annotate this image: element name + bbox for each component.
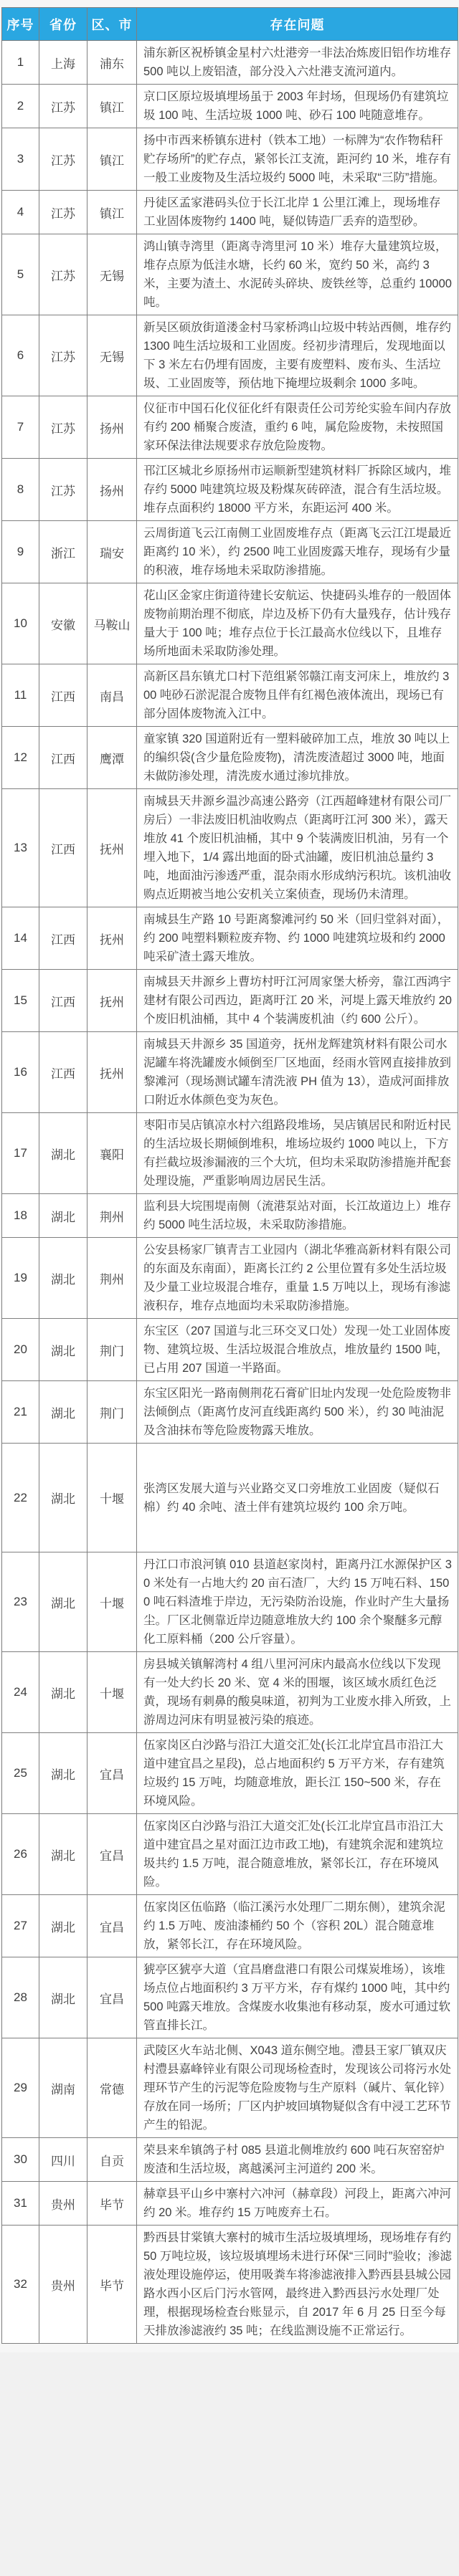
cell-city: 宜昌 (87, 1733, 137, 1814)
cell-city: 荆门 (87, 1319, 137, 1381)
cell-city: 毕节 (87, 2226, 137, 2344)
table-row (2, 1733, 458, 1814)
issues-table (1, 7, 458, 2344)
cell-no: 7 (2, 396, 39, 459)
table-row (2, 234, 458, 315)
cell-province: 上海 (39, 41, 87, 85)
cell-problem: 新吴区硕放街道溇金村马家桥鸿山垃圾中转站西侧，堆存约 1300 吨生活垃圾和工业固废。经初步清理后，发现地面以下 3 米左右仍埋有固废，主要有废塑料、废布头、生活垃圾、工业固废等，预估地下掩埋垃圾剩余 1000 多吨。 (137, 315, 458, 396)
cell-no: 21 (2, 1381, 39, 1444)
cell-problem: 浦东新区祝桥镇金星村六灶港旁一非法冶炼废旧铝作坊堆存 500 吨以上废铝渣，部分没入六灶港支流河道内。 (137, 41, 458, 85)
table-row (2, 396, 458, 459)
cell-no: 26 (2, 1814, 39, 1895)
cell-problem: 童家镇 320 国道附近有一塑料破碎加工点，堆放 30 吨以上的编织袋(含少量危险废物)，清洗废渣超过 3000 吨，地面未做防渗处理，清洗废水通过渗坑排放。 (137, 727, 458, 789)
table-row (2, 1319, 458, 1381)
col-header-no: 序号 (2, 8, 39, 41)
table-row (2, 1194, 458, 1238)
cell-province: 湖北 (39, 1552, 87, 1652)
cell-province: 江苏 (39, 459, 87, 521)
cell-city: 常德 (87, 2038, 137, 2138)
cell-province: 江苏 (39, 396, 87, 459)
cell-province: 江苏 (39, 128, 87, 191)
cell-city: 毕节 (87, 2182, 137, 2226)
cell-province: 江苏 (39, 315, 87, 396)
cell-problem: 房县城关镇解湾村 4 组八里河河床内最高水位线以下发现有一处大约长 20 米、宽 4 米的围堰，该区域水质红色泛黄，现场有刺鼻的酸臭味道，初判为工业废水排入所致，上游周边河床有明显被污染的痕迹。 (137, 1652, 458, 1733)
cell-problem: 猇亭区猇亭大道（宜昌磨盘港口有限公司煤炭堆场），该堆场点位占地面积约 3 万平方米，存有煤约 1000 吨，其中约 500 吨露天堆放。含煤废水收集池有移动泵，废水可通过软管直排长江。 (137, 1957, 458, 2038)
cell-problem: 伍家岗区伍临路（临江溪污水处理厂二期东侧），建筑余泥约 1.5 万吨、废油漆桶约 50 个（容积 20L）混合随意堆放，紧邻长江，存在环境风险。 (137, 1895, 458, 1957)
cell-no: 22 (2, 1444, 39, 1552)
cell-no: 29 (2, 2038, 39, 2138)
cell-no: 8 (2, 459, 39, 521)
cell-city: 瑞安 (87, 521, 137, 583)
cell-province: 江西 (39, 789, 87, 907)
cell-no: 13 (2, 789, 39, 907)
table-row (2, 1814, 458, 1895)
cell-city: 扬州 (87, 459, 137, 521)
cell-city: 宜昌 (87, 1957, 137, 2038)
cell-problem: 南城县天井源乡 35 国道旁，抚州龙辉建筑材料有限公司水泥罐车将洗罐废水倾倒至厂区地面，经雨水管网直接排放到黎滩河（现场测试罐车清洗液 PH 值为 13），造成河面排放口附近水体颜色变为灰色。 (137, 1032, 458, 1113)
cell-city: 襄阳 (87, 1113, 137, 1194)
cell-no: 31 (2, 2182, 39, 2226)
cell-problem: 南城县天井源乡温沙高速公路旁（江西超峰建材有限公司厂房后）一非法废旧机油收购点（距离旴江河 300 米），露天堆放 41 个废旧机油桶，其中 9 个装满废旧机油，另有一个埋入地下，1/4 露出地面的卧式油罐，废旧机油总量约 3 吨，地面油污渗透严重，混杂雨水形成纳污积坑。该机油收购点近期被当地公安机关立案侦查，现场仍未清理。 (137, 789, 458, 907)
cell-problem: 花山区金家庄街道待建长安航运、快捷码头堆存的一般固体废物前期治理不彻底，岸边及桥下仍有大量残存，估计残存量大于 100 吨；堆存点位于长江最高水位线以下，且堆存场所地面未采取防渗处理。 (137, 583, 458, 664)
cell-province: 四川 (39, 2138, 87, 2182)
table-row (2, 2226, 458, 2344)
cell-city: 十堰 (87, 1444, 137, 1552)
cell-problem: 鸿山镇寺湾里（距离寺湾里河 10 米）堆存大量建筑垃圾，堆存点原为低洼水塘，长约 60 米，宽约 50 米，高约 3 米，主要为渣土、水泥砖头碎块、废铁丝等，总重约 10000 吨。 (137, 234, 458, 315)
cell-province: 湖北 (39, 1957, 87, 2038)
cell-no: 11 (2, 664, 39, 727)
cell-city: 抚州 (87, 970, 137, 1032)
cell-province: 江西 (39, 1032, 87, 1113)
cell-city: 镇江 (87, 128, 137, 191)
cell-no: 32 (2, 2226, 39, 2344)
table-row (2, 907, 458, 970)
cell-city: 南昌 (87, 664, 137, 727)
cell-problem: 伍家岗区白沙路与沿江大道交汇处(长江北岸宜昌市沿江大道中建宜昌之星段)，总占地面积约 5 万平方米，存有建筑垃圾约 15 万吨，均随意堆放，距长江 150~500 米，存在环境风险。 (137, 1733, 458, 1814)
cell-province: 江西 (39, 664, 87, 727)
cell-problem: 高新区昌东镇尤口村下范组紧邻赣江南支河床上，堆放约 300 吨砂石淤泥混合废物且伴有红褐色液体流出，现场已有部分固体废物流入江中。 (137, 664, 458, 727)
cell-city: 荆门 (87, 1381, 137, 1444)
cell-problem: 张湾区发展大道与兴业路交叉口旁堆放工业固废（疑似石棉）约 40 余吨、渣土伴有建筑垃圾约 100 余万吨。 (137, 1444, 458, 1552)
table-row (2, 1652, 458, 1733)
cell-no: 19 (2, 1238, 39, 1319)
table-row (2, 1113, 458, 1194)
cell-city: 镇江 (87, 85, 137, 128)
table-row (2, 1032, 458, 1113)
table-row (2, 1381, 458, 1444)
cell-no: 4 (2, 191, 39, 234)
cell-no: 30 (2, 2138, 39, 2182)
cell-province: 安徽 (39, 583, 87, 664)
cell-problem: 云周街道飞云江南侧工业固废堆存点（距离飞云江江堤最近距离约 10 米），约 2500 吨工业固废露天堆存，现场有少量的积液，堆存场地未采取防渗措施。 (137, 521, 458, 583)
cell-province: 湖北 (39, 1895, 87, 1957)
cell-no: 18 (2, 1194, 39, 1238)
table-row (2, 41, 458, 85)
table-row (2, 789, 458, 907)
cell-no: 16 (2, 1032, 39, 1113)
table-row (2, 664, 458, 727)
cell-problem: 赫章县平山乡中寨村六冲河（赫章段）河段上，距离六冲河约 20 米。堆存约 15 万吨废弃土石。 (137, 2182, 458, 2226)
cell-province: 湖北 (39, 1814, 87, 1895)
table-row (2, 1552, 458, 1652)
cell-city: 镇江 (87, 191, 137, 234)
cell-province: 湖北 (39, 1113, 87, 1194)
table-body (2, 41, 458, 2344)
cell-problem: 监利县大垸围堤南侧（流港泵站对面，长江故道边上）堆存约 5000 吨生活垃圾，未采取防渗措施。 (137, 1194, 458, 1238)
cell-no: 14 (2, 907, 39, 970)
cell-no: 27 (2, 1895, 39, 1957)
cell-city: 宜昌 (87, 1895, 137, 1957)
table-row (2, 85, 458, 128)
cell-city: 十堰 (87, 1652, 137, 1733)
cell-problem: 南城县天井源乡上曹坊村旴江河周家堡大桥旁，靠江西鸿宇建材有限公司西边，距离旴江 20 米，河堤上露天堆放约 20 个废旧机油桶，其中 4 个装满废机油（约 600 公斤）。 (137, 970, 458, 1032)
table-row (2, 1444, 458, 1552)
cell-province: 湖北 (39, 1381, 87, 1444)
cell-no: 1 (2, 41, 39, 85)
cell-problem: 武陵区火车站北侧、X043 道东侧空地。澧县王家厂镇双庆村澧县嘉峰锌业有限公司现场检查时，发现该公司将污水处理环节产生的污泥等危险废物与生产原料（碱片、氧化锌）存放在同一场所；厂区内护坡回填物疑似含有中浸工艺环节产生的铅泥。 (137, 2038, 458, 2138)
cell-province: 湖北 (39, 1444, 87, 1552)
cell-problem: 南城县生产路 10 号距离黎滩河约 50 米（回归堂斜对面），约 200 吨塑料颗粒废弃物、约 1000 吨建筑垃圾和约 2000 吨采矿渣土露天堆放。 (137, 907, 458, 970)
cell-no: 5 (2, 234, 39, 315)
table-row (2, 970, 458, 1032)
cell-no: 6 (2, 315, 39, 396)
cell-province: 江苏 (39, 85, 87, 128)
table-row (2, 1957, 458, 2038)
cell-city: 扬州 (87, 396, 137, 459)
cell-no: 28 (2, 1957, 39, 2038)
col-header-problem: 存在问题 (137, 8, 458, 41)
cell-problem: 京口区原垃圾填埋场虽于 2003 年封场，但现场仍有建筑垃圾 100 吨、生活垃圾 1000 吨、砂石 100 吨随意堆存。 (137, 85, 458, 128)
cell-problem: 仪征市中国石化仪征化纤有限责任公司芳纶实验车间内存放有约 200 桶聚合废渣，重约 6 吨，属危险废物，未按照国家环保法律法规要求存放危险废物。 (137, 396, 458, 459)
table-row (2, 1238, 458, 1319)
cell-province: 湖北 (39, 1733, 87, 1814)
cell-problem: 东宝区（207 国道与北三环交叉口处）发现一处工业固体废物、建筑垃圾、生活垃圾混合堆放点，堆放量约 1500 吨，已占用 207 国道一半路面。 (137, 1319, 458, 1381)
cell-city: 十堰 (87, 1552, 137, 1652)
cell-no: 17 (2, 1113, 39, 1194)
cell-no: 20 (2, 1319, 39, 1381)
cell-no: 12 (2, 727, 39, 789)
cell-no: 23 (2, 1552, 39, 1652)
col-header-city: 区、市 (87, 8, 137, 41)
cell-no: 3 (2, 128, 39, 191)
cell-province: 江苏 (39, 191, 87, 234)
cell-city: 马鞍山 (87, 583, 137, 664)
table-row (2, 315, 458, 396)
cell-city: 浦东 (87, 41, 137, 85)
cell-province: 江苏 (39, 234, 87, 315)
cell-city: 荆州 (87, 1194, 137, 1238)
cell-province: 湖北 (39, 1319, 87, 1381)
cell-province: 江西 (39, 727, 87, 789)
table-row (2, 2038, 458, 2138)
cell-province: 湖南 (39, 2038, 87, 2138)
cell-problem: 邗江区城北乡原扬州市运顺新型建筑材料厂拆除区域内，堆存约 5000 吨建筑垃圾及粉煤灰砖碎渣，混合有生活垃圾。堆存点面积约 18000 平方米，东距运河 400 米。 (137, 459, 458, 521)
table-row (2, 2138, 458, 2182)
col-header-province: 省份 (39, 8, 87, 41)
cell-no: 2 (2, 85, 39, 128)
cell-problem: 枣阳市吴店镇凉水村六组路段堆场，吴店镇居民和附近村民的生活垃圾长期倾倒堆积，堆场垃圾约 1000 吨以上，下方有拦截垃圾渗漏液的三个大坑，但均未采取防渗措施并配套处理设施，严重影响周边居民生活。 (137, 1113, 458, 1194)
cell-province: 贵州 (39, 2182, 87, 2226)
cell-no: 15 (2, 970, 39, 1032)
cell-city: 抚州 (87, 907, 137, 970)
cell-province: 湖北 (39, 1238, 87, 1319)
cell-problem: 丹江口市浪河镇 010 县道赵家岗村，距离丹江水源保护区 30 米处有一占地大约 20 亩石渣厂，大约 15 万吨石料、1500 吨石料渣堆于岸边，无污染防治设施，作业时产生大量扬尘。厂区北侧靠近岸边随意堆放大约 100 余个聚醚多元醇化工原料桶（200 公斤容量）。 (137, 1552, 458, 1652)
cell-province: 浙江 (39, 521, 87, 583)
cell-problem: 黔西县甘棠镇大寨村的城市生活垃圾填埋场，现场堆存有约 50 万吨垃圾，该垃圾填埋场未进行环保“三同时”验收；渗滤液处理设施停运，使用吸粪车将渗滤液排入黔西县县城公园路水西小区后门污水管网，最终进入黔西县污水处理厂处理，根据现场检查台账显示，自 2017 年 6 月 25 日至今每天排放渗滤液约 35 吨；在线监测设施不正常运行。 (137, 2226, 458, 2344)
cell-problem: 荣县来牟镇鸽子村 085 县道北侧堆放约 600 吨石灰窑窑炉废渣和生活垃圾，离越溪河主河道约 200 米。 (137, 2138, 458, 2182)
cell-province: 贵州 (39, 2226, 87, 2344)
cell-no: 10 (2, 583, 39, 664)
cell-no: 24 (2, 1652, 39, 1733)
cell-city: 鹰潭 (87, 727, 137, 789)
table-header (2, 8, 458, 41)
table-row (2, 191, 458, 234)
cell-province: 江西 (39, 907, 87, 970)
table-row (2, 583, 458, 664)
cell-city: 自贡 (87, 2138, 137, 2182)
cell-problem: 伍家岗区白沙路与沿江大道交汇处(长江北岸宜昌市沿江大道中建宜昌之星对面江边市政工地)，有建筑余泥和建筑垃圾共约 1.5 万吨，混合随意堆放，紧邻长江，存在环境风险。 (137, 1814, 458, 1895)
cell-problem: 丹徒区孟家港码头位于长江北岸 1 公里江滩上，现场堆存工业固体废物约 1400 吨，疑似铸造厂丢弃的造型砂。 (137, 191, 458, 234)
cell-city: 抚州 (87, 789, 137, 907)
cell-problem: 扬中市西来桥镇东进村（铁本工地）一标牌为“农作物秸秆贮存场所”的贮存点，紧邻长江支流，距河约 10 米，堆存有一般工业废物及生活垃圾约 5000 吨，未采取“三防”措施。 (137, 128, 458, 191)
cell-city: 抚州 (87, 1032, 137, 1113)
cell-province: 湖北 (39, 1652, 87, 1733)
table-row (2, 2182, 458, 2226)
cell-no: 9 (2, 521, 39, 583)
cell-city: 无锡 (87, 234, 137, 315)
cell-no: 25 (2, 1733, 39, 1814)
cell-city: 宜昌 (87, 1814, 137, 1895)
cell-problem: 公安县杨家厂镇青吉工业园内（湖北华雅高新材料有限公司的东面及东南面），距离长江约 2 公里位置有多处生活垃圾及少量工业垃圾混合堆存，重量 1.5 万吨以上，现场有渗滤液积存，堆存点地面均未采取防渗措施。 (137, 1238, 458, 1319)
table-row (2, 521, 458, 583)
cell-province: 湖北 (39, 1194, 87, 1238)
table-row (2, 128, 458, 191)
cell-problem: 东宝区阳光一路南侧荆花石膏矿旧址内发现一处危险废物非法倾倒点（距离竹皮河直线距离约 500 米），约 30 吨油泥及含油抹布等危险废物露天堆放。 (137, 1381, 458, 1444)
cell-city: 无锡 (87, 315, 137, 396)
cell-province: 江西 (39, 970, 87, 1032)
table-row (2, 1895, 458, 1957)
cell-city: 荆州 (87, 1238, 137, 1319)
table-row (2, 727, 458, 789)
table-row (2, 459, 458, 521)
